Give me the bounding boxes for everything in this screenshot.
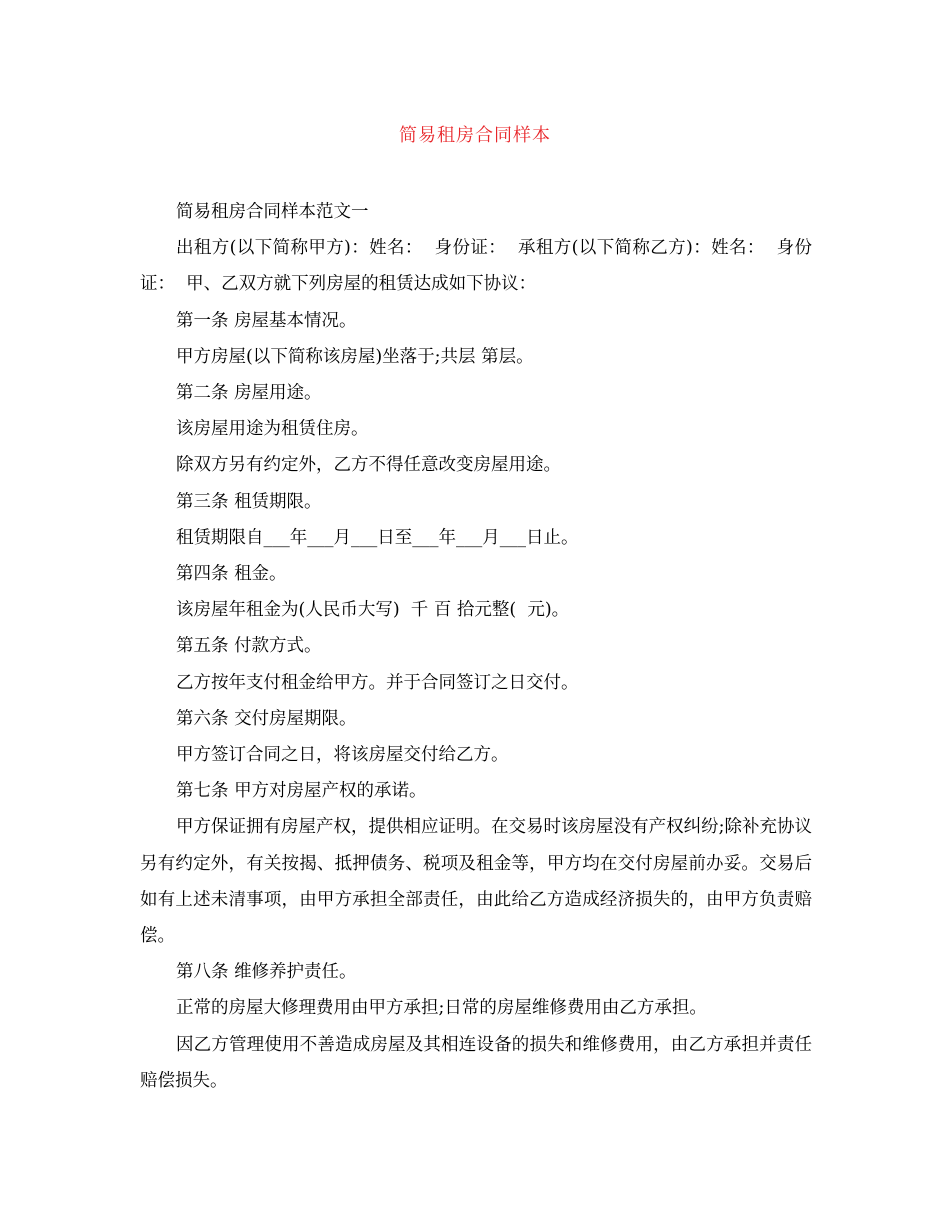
paragraph: 第二条 房屋用途。 <box>176 383 322 404</box>
paragraph: 出租方(以下简称甲方)：姓名： 身份证： 承租方(以下简称乙方)：姓名： 身份证： 甲、乙双方就下列房屋的租赁达成如下协议： <box>140 238 812 295</box>
paragraph: 租赁期限自___年___月___日至___年___月___日止。 <box>176 527 579 548</box>
document-body <box>140 194 812 1099</box>
paragraph: 第六条 交付房屋期限。 <box>176 708 357 729</box>
paragraph: 第八条 维修养护责任。 <box>176 962 357 983</box>
paragraph: 乙方按年支付租金给甲方。并于合同签订之日交付。 <box>176 672 579 693</box>
document-title: 简易租房合同样本 <box>399 125 551 146</box>
paragraph: 第一条 房屋基本情况。 <box>176 310 357 331</box>
paragraph: 第七条 甲方对房屋产权的承诺。 <box>176 781 427 802</box>
paragraph: 甲方签订合同之日，将该房屋交付给乙方。 <box>176 745 509 766</box>
paragraph: 简易租房合同样本范文一 <box>176 202 369 222</box>
paragraph: 第三条 租赁期限。 <box>176 491 322 512</box>
paragraph: 第四条 租金。 <box>176 564 287 585</box>
paragraph: 除双方另有约定外，乙方不得任意改变房屋用途。 <box>176 455 561 476</box>
paragraph: 甲方保证拥有房屋产权，提供相应证明。在交易时该房屋没有产权纠纷;除补充协议另有约定外，有关按揭、抵押债务、税项及租金等，甲方均在交付房屋前办妥。交易后如有上述未清事项，由甲方承担全部责任，由此给乙方造成经济损失的，由甲方负责赔偿。 <box>140 817 812 947</box>
paragraph: 该房屋用途为租赁住房。 <box>176 419 369 440</box>
paragraph: 正常的房屋大修理费用由甲方承担;日常的房屋维修费用由乙方承担。 <box>176 998 707 1019</box>
paragraph: 因乙方管理使用不善造成房屋及其相连设备的损失和维修费用，由乙方承担并责任赔偿损失。 <box>140 1034 812 1091</box>
paragraph: 第五条 付款方式。 <box>176 636 322 657</box>
paragraph: 该房屋年租金为(人民币大写) 千 百 拾元整( 元)。 <box>176 600 570 621</box>
paragraph: 甲方房屋(以下简称该房屋)坐落于;共层 第层。 <box>176 346 534 367</box>
